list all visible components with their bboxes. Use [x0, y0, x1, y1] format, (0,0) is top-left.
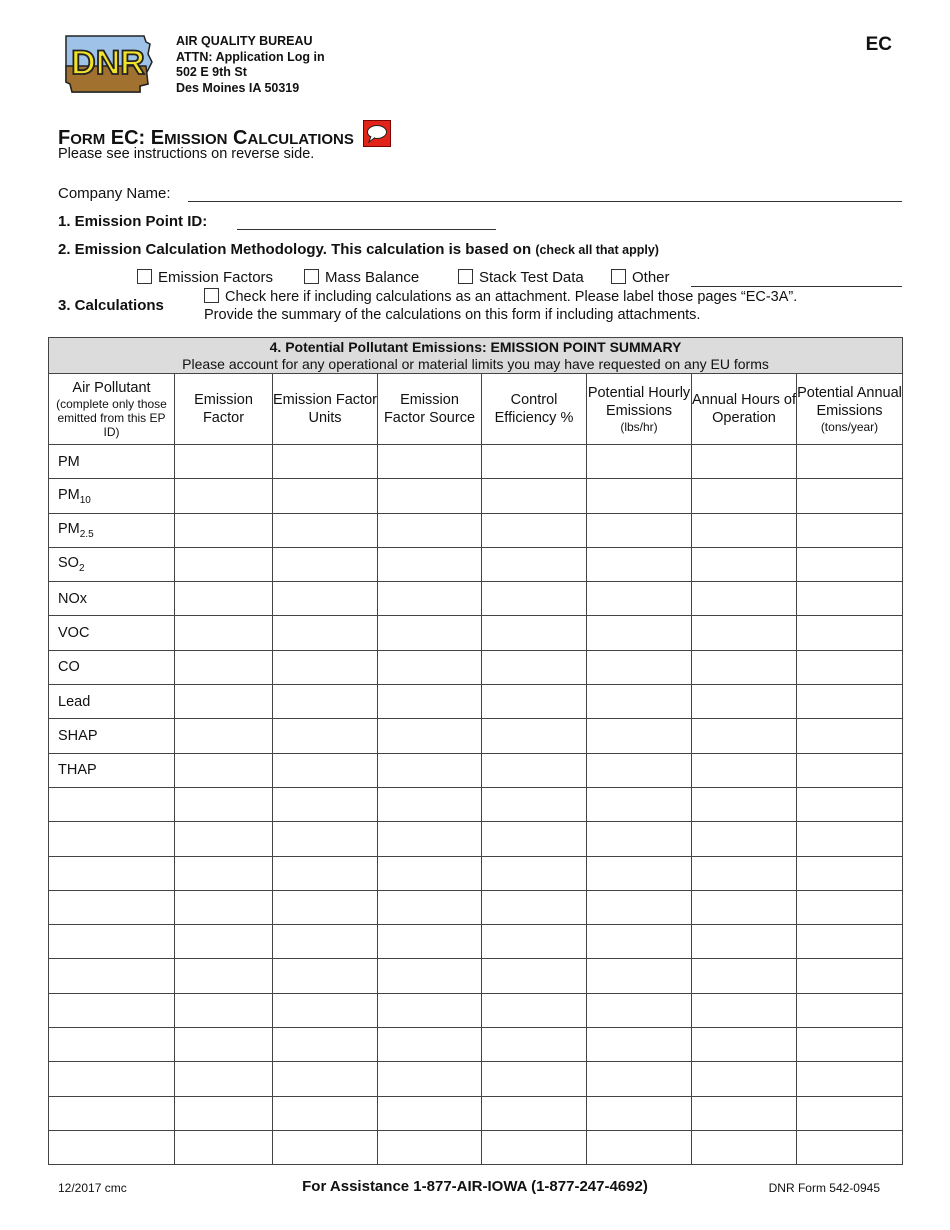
method-emission-factors[interactable]: Emission Factors — [137, 269, 273, 286]
table-cell[interactable] — [482, 1096, 587, 1130]
table-cell[interactable] — [587, 582, 692, 616]
table-cell[interactable] — [273, 959, 378, 993]
table-cell[interactable] — [692, 890, 797, 924]
table-cell[interactable] — [692, 719, 797, 753]
table-cell[interactable] — [273, 479, 378, 513]
table-cell[interactable] — [692, 787, 797, 821]
table-cell[interactable] — [797, 616, 903, 650]
table-cell[interactable] — [482, 787, 587, 821]
other-method-field[interactable] — [691, 286, 902, 287]
table-cell[interactable] — [482, 753, 587, 787]
svg-text:DNR: DNR — [71, 44, 145, 82]
table-cell[interactable] — [482, 547, 587, 581]
mass-balance-checkbox[interactable] — [304, 269, 319, 284]
table-cell[interactable] — [482, 513, 587, 547]
table-row — [49, 890, 903, 924]
pollutant-name: $PM_{10}$ — [49, 479, 175, 513]
table-cell[interactable] — [482, 582, 587, 616]
table-cell[interactable] — [175, 685, 273, 719]
table-cell[interactable] — [482, 1130, 587, 1164]
table-cell[interactable] — [49, 856, 175, 890]
table-cell[interactable] — [273, 719, 378, 753]
table-cell[interactable] — [273, 890, 378, 924]
table-row — [49, 753, 903, 787]
table-cell[interactable] — [482, 1062, 587, 1096]
table-cell[interactable] — [273, 822, 378, 856]
calculations-attachment: Check here if including calculations as an attachment. Please label those pages “EC-3A”. Provide the summary of the calculations on this form if including attachments. — [204, 289, 798, 323]
table-cell[interactable] — [175, 753, 273, 787]
table-cell[interactable] — [797, 787, 903, 821]
table-cell[interactable] — [482, 719, 587, 753]
footer-form-number: DNR Form 542-0945 — [768, 1181, 880, 1195]
table-cell[interactable] — [273, 925, 378, 959]
table-cell[interactable] — [378, 787, 482, 821]
table-cell[interactable] — [587, 685, 692, 719]
table-row — [49, 479, 903, 513]
table-row — [49, 1096, 903, 1130]
table-row — [49, 650, 903, 684]
table-cell[interactable] — [797, 1062, 903, 1096]
table-cell[interactable] — [587, 1130, 692, 1164]
pollutant-name: $SO_2$ — [49, 547, 175, 581]
table-cell[interactable] — [692, 1096, 797, 1130]
table-cell[interactable] — [587, 479, 692, 513]
table-cell[interactable] — [175, 925, 273, 959]
company-name-label: Company Name: — [58, 185, 171, 202]
emission-point-field[interactable] — [237, 229, 496, 230]
table-cell[interactable] — [175, 547, 273, 581]
table-cell[interactable] — [175, 513, 273, 547]
table-cell[interactable] — [273, 753, 378, 787]
table-cell[interactable] — [175, 959, 273, 993]
column-header: Air Pollutant (complete only those emitted from this EP ID) — [49, 374, 175, 445]
table-cell[interactable] — [378, 753, 482, 787]
table-cell[interactable] — [273, 1096, 378, 1130]
table-cell[interactable] — [378, 822, 482, 856]
table-cell[interactable] — [273, 650, 378, 684]
table-cell[interactable] — [378, 925, 482, 959]
table-cell[interactable] — [587, 616, 692, 650]
table-cell[interactable] — [378, 547, 482, 581]
method-mass-balance[interactable]: Mass Balance — [304, 269, 419, 286]
table-row — [49, 719, 903, 753]
table-cell[interactable] — [482, 650, 587, 684]
table-cell[interactable] — [175, 1096, 273, 1130]
table-cell[interactable] — [175, 1130, 273, 1164]
pollutant-name: PM — [49, 445, 175, 479]
table-cell[interactable] — [482, 445, 587, 479]
table-cell[interactable] — [797, 479, 903, 513]
table-cell[interactable] — [273, 787, 378, 821]
table-cell[interactable] — [797, 513, 903, 547]
table-cell[interactable] — [175, 1062, 273, 1096]
table-cell[interactable] — [378, 1130, 482, 1164]
form-code: EC — [865, 34, 892, 55]
table-cell[interactable] — [175, 479, 273, 513]
pollutant-name: $PM_{2.5}$ — [49, 513, 175, 547]
table-row — [49, 445, 903, 479]
table-cell[interactable] — [49, 925, 175, 959]
table-cell[interactable] — [797, 685, 903, 719]
table-cell[interactable] — [482, 822, 587, 856]
table-cell[interactable] — [587, 1096, 692, 1130]
table-cell[interactable] — [378, 685, 482, 719]
table-cell[interactable] — [482, 685, 587, 719]
table-cell[interactable] — [378, 582, 482, 616]
table-cell[interactable] — [692, 445, 797, 479]
table-cell[interactable] — [378, 445, 482, 479]
table-row — [49, 925, 903, 959]
table-cell[interactable] — [482, 856, 587, 890]
table-cell[interactable] — [692, 650, 797, 684]
table-cell[interactable] — [692, 513, 797, 547]
table-cell[interactable] — [482, 890, 587, 924]
footer-date: 12/2017 cmc — [58, 1181, 127, 1195]
table-cell[interactable] — [692, 822, 797, 856]
table-cell[interactable] — [692, 959, 797, 993]
page-subtitle: Please see instructions on reverse side. — [58, 146, 315, 162]
table-cell[interactable] — [587, 959, 692, 993]
table-cell[interactable] — [692, 753, 797, 787]
table-row — [49, 685, 903, 719]
table-row — [49, 787, 903, 821]
table-cell[interactable] — [273, 685, 378, 719]
table-cell[interactable] — [49, 787, 175, 821]
calculations-label: 3. Calculations — [58, 297, 164, 314]
table-cell[interactable] — [587, 719, 692, 753]
table-cell[interactable] — [175, 1028, 273, 1062]
table-cell[interactable] — [482, 479, 587, 513]
column-header: Emission Factor Units — [273, 374, 378, 445]
table-cell[interactable] — [797, 993, 903, 1027]
table-cell[interactable] — [175, 445, 273, 479]
dnr-logo — [62, 32, 156, 94]
table-cell[interactable] — [378, 993, 482, 1027]
table-cell[interactable] — [692, 1062, 797, 1096]
table-cell[interactable] — [273, 1028, 378, 1062]
table-cell[interactable] — [273, 513, 378, 547]
table-cell[interactable] — [175, 616, 273, 650]
table-cell[interactable] — [49, 822, 175, 856]
table-cell[interactable] — [175, 822, 273, 856]
pollutant-name: VOC — [49, 616, 175, 650]
table-cell[interactable] — [49, 1062, 175, 1096]
table-cell[interactable] — [797, 547, 903, 581]
table-row — [49, 856, 903, 890]
table-cell[interactable] — [587, 547, 692, 581]
table-cell[interactable] — [378, 1096, 482, 1130]
table-cell[interactable] — [378, 1028, 482, 1062]
table-cell[interactable] — [482, 616, 587, 650]
pollutant-name: NOx — [49, 582, 175, 616]
table-row — [49, 1130, 903, 1164]
page-title: FORM EC: EMISSION CALCULATIONS — [58, 120, 391, 150]
table-cell[interactable] — [692, 1130, 797, 1164]
table-cell[interactable] — [692, 685, 797, 719]
attachment-checkbox[interactable] — [204, 288, 219, 303]
pollutant-name: Lead — [49, 685, 175, 719]
table-cell[interactable] — [175, 993, 273, 1027]
table-cell[interactable] — [587, 993, 692, 1027]
table-cell[interactable] — [49, 1130, 175, 1164]
table-cell[interactable] — [587, 445, 692, 479]
bureau-address: AIR QUALITY BUREAU ATTN: Application Log in 502 E 9th St Des Moines IA 50319 — [176, 34, 325, 95]
table-cell[interactable] — [378, 1062, 482, 1096]
methodology-label: 2. Emission Calculation Methodology. This calculation is based on (check all that apply) — [58, 241, 659, 258]
table-cell[interactable] — [49, 993, 175, 1027]
table-cell[interactable] — [175, 719, 273, 753]
table-row — [49, 1028, 903, 1062]
method-stack-test[interactable]: Stack Test Data — [458, 269, 584, 286]
table-cell[interactable] — [587, 890, 692, 924]
table-cell[interactable] — [49, 890, 175, 924]
table-cell[interactable] — [797, 582, 903, 616]
comment-icon[interactable] — [363, 120, 391, 147]
column-header: Emission Factor Source — [378, 374, 482, 445]
table-cell[interactable] — [273, 547, 378, 581]
table-cell[interactable] — [273, 445, 378, 479]
table-row — [49, 993, 903, 1027]
table-row — [49, 1062, 903, 1096]
table-cell[interactable] — [692, 925, 797, 959]
table-cell[interactable] — [692, 479, 797, 513]
pollutant-name: CO — [49, 650, 175, 684]
table-cell[interactable] — [692, 616, 797, 650]
table-cell[interactable] — [797, 959, 903, 993]
table-cell[interactable] — [482, 1028, 587, 1062]
table-cell[interactable] — [797, 650, 903, 684]
table-cell[interactable] — [587, 787, 692, 821]
table-cell[interactable] — [797, 1096, 903, 1130]
table-cell[interactable] — [482, 959, 587, 993]
table-cell[interactable] — [587, 513, 692, 547]
table-cell[interactable] — [797, 445, 903, 479]
column-header: Emission Factor — [175, 374, 273, 445]
table-cell[interactable] — [587, 650, 692, 684]
table-cell[interactable] — [692, 547, 797, 581]
table-cell[interactable] — [692, 856, 797, 890]
table-cell[interactable] — [49, 1028, 175, 1062]
table-row — [49, 959, 903, 993]
table-cell[interactable] — [692, 582, 797, 616]
company-name-field[interactable] — [188, 201, 902, 202]
table-cell[interactable] — [273, 582, 378, 616]
pollutant-name: THAP — [49, 753, 175, 787]
table-cell[interactable] — [378, 856, 482, 890]
table-cell[interactable] — [378, 719, 482, 753]
emission-point-label: 1. Emission Point ID: — [58, 213, 208, 230]
table-cell[interactable] — [797, 719, 903, 753]
table-cell[interactable] — [378, 616, 482, 650]
table-cell[interactable] — [378, 513, 482, 547]
column-header: Annual Hours of Operation — [692, 374, 797, 445]
table-cell[interactable] — [273, 616, 378, 650]
table-cell[interactable] — [273, 1062, 378, 1096]
stack-test-checkbox[interactable] — [458, 269, 473, 284]
table-cell[interactable] — [49, 1096, 175, 1130]
table-cell[interactable] — [692, 993, 797, 1027]
emission-factors-checkbox[interactable] — [137, 269, 152, 284]
table-cell[interactable] — [797, 890, 903, 924]
table-cell[interactable] — [797, 753, 903, 787]
pollutant-name: SHAP — [49, 719, 175, 753]
table-cell[interactable] — [175, 582, 273, 616]
table-cell[interactable] — [587, 822, 692, 856]
table-cell[interactable] — [587, 1062, 692, 1096]
table-cell[interactable] — [273, 993, 378, 1027]
table-cell[interactable] — [797, 856, 903, 890]
table-cell[interactable] — [175, 856, 273, 890]
table-cell[interactable] — [49, 959, 175, 993]
table-cell[interactable] — [587, 1028, 692, 1062]
footer-assistance: For Assistance 1-877-AIR-IOWA (1-877-247-4692) — [302, 1178, 648, 1195]
column-header: Potential Annual Emissions (tons/year) — [797, 374, 903, 445]
table-cell[interactable] — [587, 925, 692, 959]
table-cell[interactable] — [273, 856, 378, 890]
table-row — [49, 582, 903, 616]
table-cell[interactable] — [175, 787, 273, 821]
emission-summary-table — [48, 337, 903, 1165]
table-row — [49, 822, 903, 856]
table-cell[interactable] — [175, 650, 273, 684]
table-cell[interactable] — [378, 959, 482, 993]
table-cell[interactable] — [482, 993, 587, 1027]
other-checkbox[interactable] — [611, 269, 626, 284]
table-row — [49, 616, 903, 650]
table-cell[interactable] — [797, 822, 903, 856]
column-header: Control Efficiency % — [482, 374, 587, 445]
table-cell[interactable] — [273, 1130, 378, 1164]
table-cell[interactable] — [482, 925, 587, 959]
table-cell[interactable] — [378, 890, 482, 924]
table-cell[interactable] — [175, 890, 273, 924]
table-cell[interactable] — [797, 925, 903, 959]
column-header: Potential Hourly Emissions (lbs/hr) — [587, 374, 692, 445]
table-cell[interactable] — [587, 753, 692, 787]
table-cell[interactable] — [797, 1130, 903, 1164]
method-other[interactable]: Other — [611, 269, 670, 286]
table-cell[interactable] — [378, 650, 482, 684]
table-row — [49, 513, 903, 547]
table-cell[interactable] — [587, 856, 692, 890]
table-cell[interactable] — [692, 1028, 797, 1062]
table-title: 4. Potential Pollutant Emissions: EMISSION POINT SUMMARY Please account for any operational or material limits you may have requested on any EU forms — [49, 338, 903, 374]
table-row — [49, 547, 903, 581]
table-cell[interactable] — [797, 1028, 903, 1062]
table-cell[interactable] — [378, 479, 482, 513]
